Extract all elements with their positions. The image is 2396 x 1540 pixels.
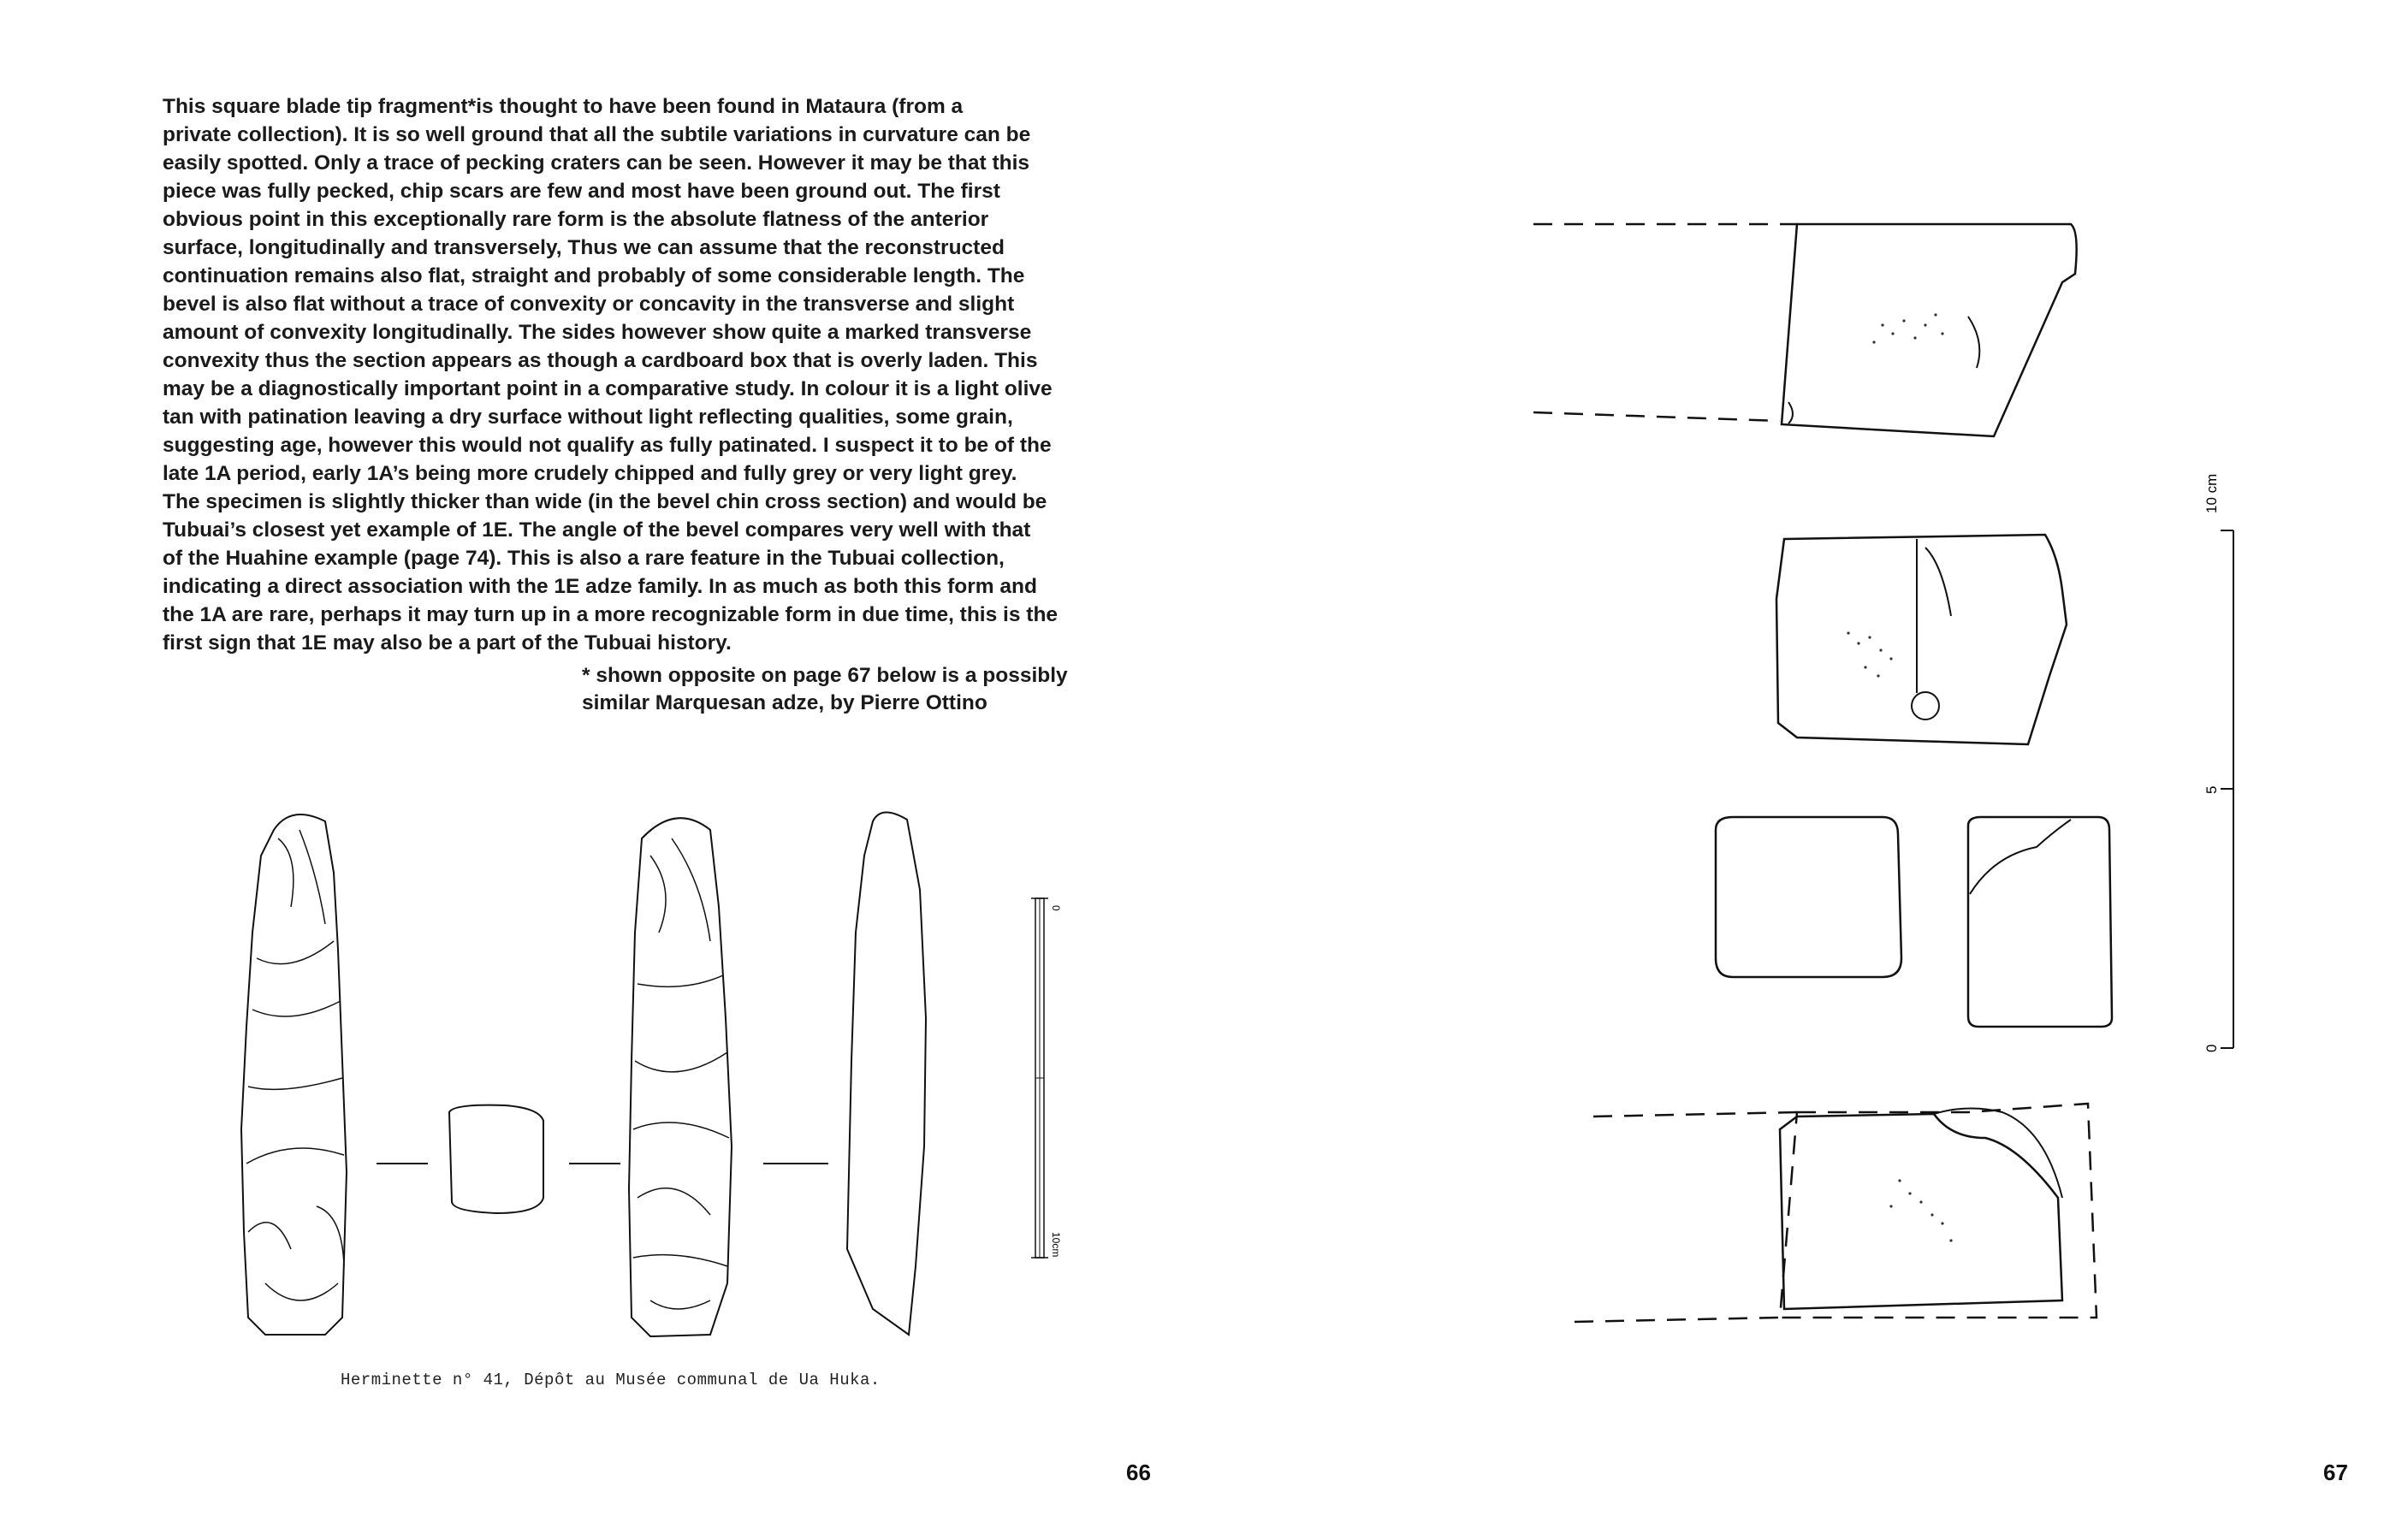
right-page — [1198, 0, 2396, 1540]
figure-caption: Herminette n° 41, Dépôt au Musée communal de Ua Huka. — [341, 1371, 881, 1389]
description-paragraph: This square blade tip fragment*is thought to have been found in Mataura (from a private collection). It is so well ground that all the subtile variations in curvature can be easily spotted. Only a trace of pecking craters can be seen. However it may be that this piece was fully pecked, chip scars are few and most have been ground out. The first obvious point in this exceptionally rare form is the absolute flatness of the anterior surface, longitudinally and transversely, Thus we can assume that the reconstructed continuation remains also flat, straight and probably of some considerable length. The bevel is also flat without a trace of convexity or concavity in the transverse and slight amount of convexity longitudinally. The sides however show quite a marked transverse convexity thus the section appears as though a cardboard box that is overly laden. This may be a diagnostically important point in a comparative study. In colour it is a light olive tan with patination leaving a dry surface without light reflecting qualities, some grain, suggesting age, however this would not qualify as fully patinated. I suspect it to be of the late 1A period, early 1A’s being more crudely chipped and fully grey or very light grey. The specimen is slightly thicker than wide (in the bevel chin cross section) and would be Tubuai’s closest yet example of 1E. The angle of the bevel compares very well with that of the Huahine example (page 74). This is also a rare feature in the Tubuai collection, indicating a direct association with the 1E adze family. In as much as both this form and the 1A are rare, perhaps it may turn up in a more recognizable form in due time, this is the first sign that 1E may also be a part of the Tubuai history. — [163, 95, 1059, 654]
left-scale-top-label: 0 — [1050, 905, 1062, 911]
scale-label-10cm: 10 cm — [2203, 473, 2220, 513]
scale-label-5: 5 — [2203, 785, 2220, 794]
page-number-left: 66 — [1126, 1460, 1151, 1485]
marquesan-adze-drawing — [197, 804, 1164, 1420]
footnote: * shown opposite on page 67 below is a possibly similar Marquesan adze, by Pierre Ottino — [582, 664, 1068, 714]
scale-label-0: 0 — [2203, 1044, 2220, 1052]
page-number-right: 67 — [2323, 1460, 2348, 1485]
left-scale-bottom-label: 10cm — [1050, 1232, 1062, 1258]
blade-tip-drawings — [1198, 0, 2396, 1540]
